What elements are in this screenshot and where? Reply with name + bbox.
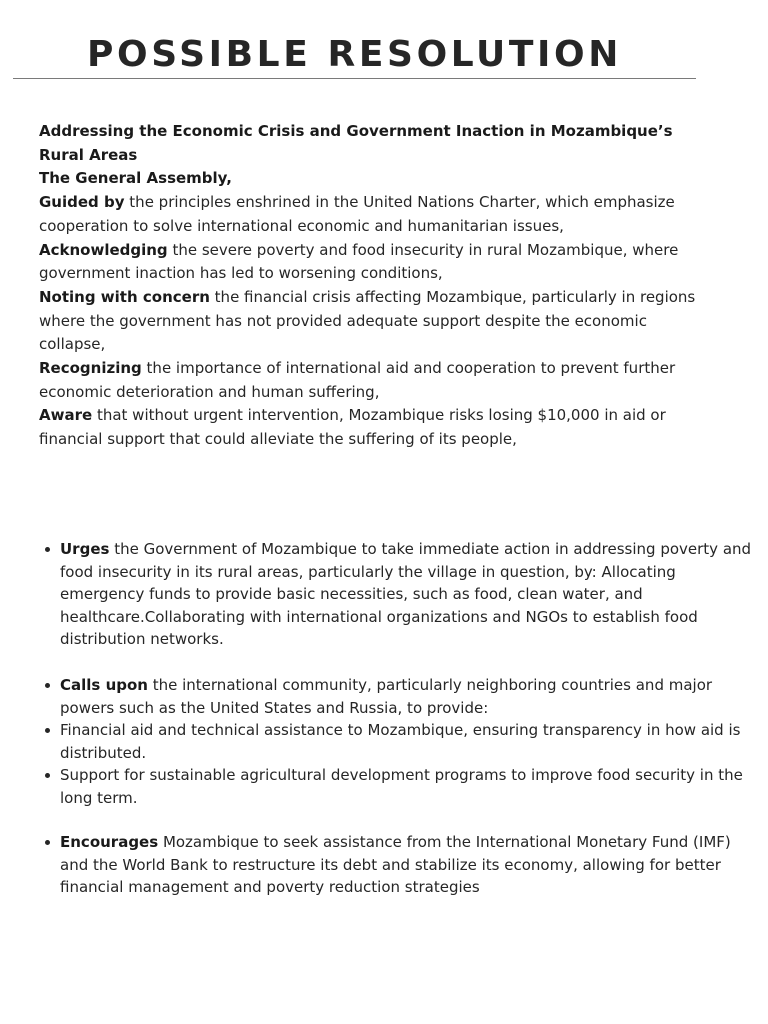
operative-clause-encourages: Encourages Mozambique to seek assistance from the International Monetary Fund (IMF) and the World Bank to restructure its debt and stabilize its economy, allowing for better financial management and poverty reduction strategies [60, 831, 760, 899]
committee-name: The General Assembly, [39, 169, 232, 188]
preamble-clause: Guided by the principles enshrined in the United Nations Charter, which emphasize cooperation to solve international economic and humanitarian issues, [39, 193, 675, 235]
operative-clause-calls-upon: Calls upon the international community, particularly neighboring countries and major powers such as the United States and Russia, to provide: [60, 674, 760, 719]
operative-clause-list [0, 538, 760, 651]
title-divider [13, 78, 696, 79]
operative-subitem: Support for sustainable agricultural development programs to improve food security in the long term. [60, 764, 760, 809]
operative-clause-list [0, 674, 760, 810]
preamble-clause: Aware that without urgent intervention, Mozambique risks losing $10,000 in aid or financial support that could alleviate the suffering of its people, [39, 406, 666, 449]
resolution-topic: Addressing the Economic Crisis and Government Inaction in Mozambique’s Rural Areas [39, 122, 673, 164]
preamble-clause: Recognizing the importance of international aid and cooperation to prevent further economic deterioration and human suffering, [39, 359, 676, 401]
operative-clause-list [0, 831, 760, 899]
operative-clause-urges: Urges the Government of Mozambique to take immediate action in addressing poverty and food insecurity in its rural areas, particularly the village in question, by: Allocating emergency funds to provide basic necessities, such as food, clean water, and healthcare.Collaborating with international organizations and NGOs to establish food distribution networks. [60, 538, 760, 651]
preamble-clause: Noting with concern the financial crisis affecting Mozambique, particularly in regions where the government has not provided adequate support despite the economic collapse, [39, 287, 696, 354]
page-title: POSSIBLE RESOLUTION [87, 34, 622, 75]
preamble-section [39, 120, 699, 452]
operative-subitem: Financial aid and technical assistance to Mozambique, ensuring transparency in how aid is distributed. [60, 719, 760, 764]
preamble-clause: Acknowledging the severe poverty and food insecurity in rural Mozambique, where government inaction has led to worsening conditions, [39, 240, 679, 283]
